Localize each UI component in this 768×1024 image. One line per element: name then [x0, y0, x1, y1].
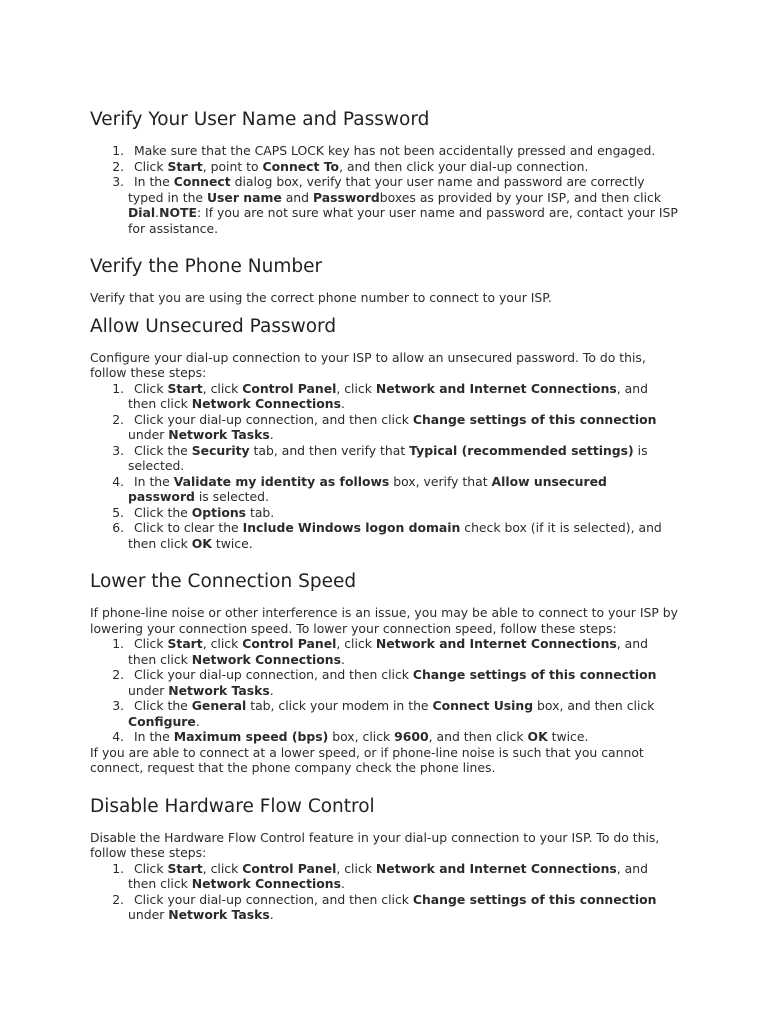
section [90, 108, 678, 246]
step-bold-term: NOTE [159, 205, 197, 220]
step-text [128, 159, 588, 174]
step-text [128, 729, 588, 744]
step-text-run: Click [134, 636, 168, 651]
step-text-run: Click [134, 158, 168, 174]
step-text-run: . [340, 876, 345, 891]
section-heading: Verify Your User Name and Password [90, 109, 430, 130]
section-spacer [90, 776, 678, 786]
step-bold-term: Control Panel [242, 860, 337, 876]
step-text-run: under [128, 682, 169, 698]
step-text-run: Click [134, 380, 168, 396]
step-bold-term: 9600 [394, 729, 429, 744]
step-text-run: . [269, 907, 274, 922]
step-text-run: check box (if it is selected), and then click [128, 520, 662, 551]
step-bold-term: Network Tasks [168, 427, 270, 442]
step-item [128, 412, 678, 443]
step-bold-term: Network and Internet Connections [375, 860, 617, 876]
step-bold-term: Control Panel [242, 636, 337, 651]
step-bold-term: Start [167, 380, 203, 396]
step-bold-term: Network and Internet Connections [375, 380, 617, 396]
step-text-run: tab. [246, 504, 275, 520]
step-bold-term: Network Connections [191, 396, 341, 411]
step-bold-term: Network Connections [191, 651, 341, 667]
step-text-run: , click [202, 380, 243, 396]
step-text-run: tab, and then verify that [249, 442, 410, 458]
step-item [128, 636, 678, 667]
step-text [128, 861, 648, 892]
step-text-run: Click [134, 860, 168, 876]
step-item [128, 698, 678, 729]
step-text [128, 698, 654, 729]
section-heading: Lower the Connection Speed [90, 571, 357, 592]
step-text-run: box, verify that [389, 473, 492, 489]
step-bold-term: User name [207, 189, 282, 205]
steps-list [90, 381, 678, 552]
step-bold-term: Options [191, 504, 247, 520]
step-bold-term: Validate my identity as follows [173, 473, 390, 489]
step-item [128, 861, 678, 892]
step-item [128, 892, 678, 923]
step-text [128, 143, 655, 158]
step-text-run: twice. [211, 535, 253, 551]
step-text-run: , click [336, 636, 376, 651]
step-bold-term: General [191, 698, 247, 713]
step-text-run: Click to clear the [134, 520, 243, 535]
step-text [128, 520, 662, 551]
step-item [128, 505, 678, 521]
section-note: If you are able to connect at a lower speed, or if phone-line noise is such that you cannot connect, request that the phone company check the phone lines. [90, 744, 644, 775]
step-text [128, 636, 648, 667]
step-text-run: , click [336, 380, 376, 396]
step-text [128, 505, 274, 520]
step-bold-term: Start [167, 158, 203, 174]
step-text-run: and [281, 189, 313, 205]
step-text-run: Click the [134, 442, 192, 458]
step-bold-term: Allow unsecured password [128, 473, 607, 504]
step-bold-term: Password [312, 189, 380, 205]
step-bold-term: Change settings of this connection [412, 667, 657, 682]
step-text-run: is selected. [128, 442, 648, 473]
step-text-run: under [128, 907, 169, 922]
section [90, 570, 678, 786]
step-text-run: Click your dial-up connection, and then click [134, 411, 413, 427]
step-text-run: , and then click [128, 380, 648, 411]
step-text-run: , and then click [128, 636, 648, 667]
step-text-run: twice. [547, 729, 589, 744]
steps-list [90, 861, 678, 923]
step-text-run: is selected. [194, 489, 269, 504]
step-text-run: In the [134, 473, 174, 489]
step-text-run: , click [202, 860, 243, 876]
step-text-run: , and then click [428, 729, 528, 744]
section [90, 255, 678, 306]
step-item [128, 174, 678, 236]
step-bold-term: Network Tasks [168, 907, 270, 922]
step-bold-term: Change settings of this connection [412, 411, 657, 427]
step-text-run: , point to [202, 158, 263, 174]
step-text-run: In the [134, 174, 174, 189]
step-bold-term: Connect [173, 174, 231, 189]
step-bold-term: Network Connections [191, 876, 341, 891]
step-text-run: . [269, 682, 274, 698]
step-bold-term: Network Tasks [168, 682, 270, 698]
step-bold-term: Connect Using [432, 698, 534, 713]
step-bold-term: Include Windows logon domain [242, 520, 461, 535]
step-text-run: . [340, 651, 345, 667]
step-bold-term: Configure [128, 713, 196, 729]
step-text-run: , and then click your dial-up connection. [339, 158, 589, 174]
section-spacer [90, 923, 678, 933]
step-text [128, 174, 678, 236]
step-text-run: tab, click your modem in the [246, 698, 433, 713]
step-bold-term: Typical (recommended settings) [409, 442, 634, 458]
step-text-run: . [269, 427, 274, 442]
steps-list [90, 636, 678, 745]
step-text-run: : If you are not sure what your user name and password are, contact your ISP for assistance. [128, 205, 678, 236]
step-bold-term: Start [167, 860, 203, 876]
section-intro: If phone-line noise or other interference is an issue, you may be able to connect to your ISP by lowering your connection speed. To lower your connection speed, follow these steps: [90, 605, 678, 636]
section-spacer [90, 551, 678, 561]
step-text [128, 892, 656, 923]
step-text-run: box, click [328, 729, 395, 744]
step-text-run: . [155, 205, 160, 220]
step-item [128, 667, 678, 698]
steps-list [90, 143, 678, 236]
step-bold-term: OK [191, 535, 212, 551]
step-bold-term: Change settings of this connection [412, 891, 657, 907]
step-item [128, 159, 678, 175]
step-text-run: box, and then click [533, 698, 655, 713]
step-bold-term: Connect To [262, 158, 340, 174]
step-item [128, 520, 678, 551]
step-item [128, 381, 678, 412]
step-text-run: In the [134, 729, 174, 744]
step-bold-term: Network and Internet Connections [375, 636, 617, 651]
step-text-run: Click the [134, 698, 192, 713]
section-intro: Verify that you are using the correct phone number to connect to your ISP. [90, 290, 552, 305]
step-text-run: , click [336, 860, 376, 876]
step-item [128, 474, 678, 505]
step-text [128, 443, 648, 474]
step-text [128, 474, 607, 505]
step-bold-term: Dial [128, 205, 156, 220]
step-item [128, 443, 678, 474]
section-intro: Disable the Hardware Flow Control feature in your dial-up connection to your ISP. To do this, follow these steps: [90, 829, 660, 860]
step-text-run: boxes as provided by your ISP, and then click [379, 189, 662, 205]
step-bold-term: OK [527, 729, 548, 744]
step-text-run: Click the [134, 504, 192, 520]
section-heading: Disable Hardware Flow Control [90, 795, 375, 817]
step-text [128, 412, 656, 443]
step-text-run: Click your dial-up connection, and then click [134, 891, 413, 907]
step-text-run: Click your dial-up connection, and then click [134, 667, 413, 682]
step-text [128, 381, 648, 412]
section-heading: Allow Unsecured Password [90, 315, 337, 337]
section-spacer [90, 236, 678, 246]
step-text-run: . [195, 713, 200, 729]
step-text-run: , and then click [128, 860, 648, 891]
step-text-run: . [340, 396, 345, 411]
step-text-run: under [128, 427, 169, 442]
step-bold-term: Security [191, 442, 250, 458]
step-text-run: dialog box, verify that your user name and password are correctly typed in the [128, 174, 645, 205]
step-bold-term: Control Panel [242, 380, 337, 396]
step-bold-term: Maximum speed (bps) [173, 729, 329, 744]
step-item [128, 729, 678, 745]
step-item [128, 143, 678, 159]
section-intro: Configure your dial-up connection to your ISP to allow an unsecured password. To do this, follow these steps: [90, 349, 646, 380]
section [90, 795, 678, 933]
step-text-run: Make sure that the CAPS LOCK key has not been accidentally pressed and engaged. [134, 143, 656, 158]
step-text [128, 667, 656, 698]
step-text-run: , click [202, 636, 243, 651]
section [90, 315, 678, 562]
section-heading: Verify the Phone Number [90, 256, 323, 277]
step-bold-term: Start [167, 636, 203, 651]
